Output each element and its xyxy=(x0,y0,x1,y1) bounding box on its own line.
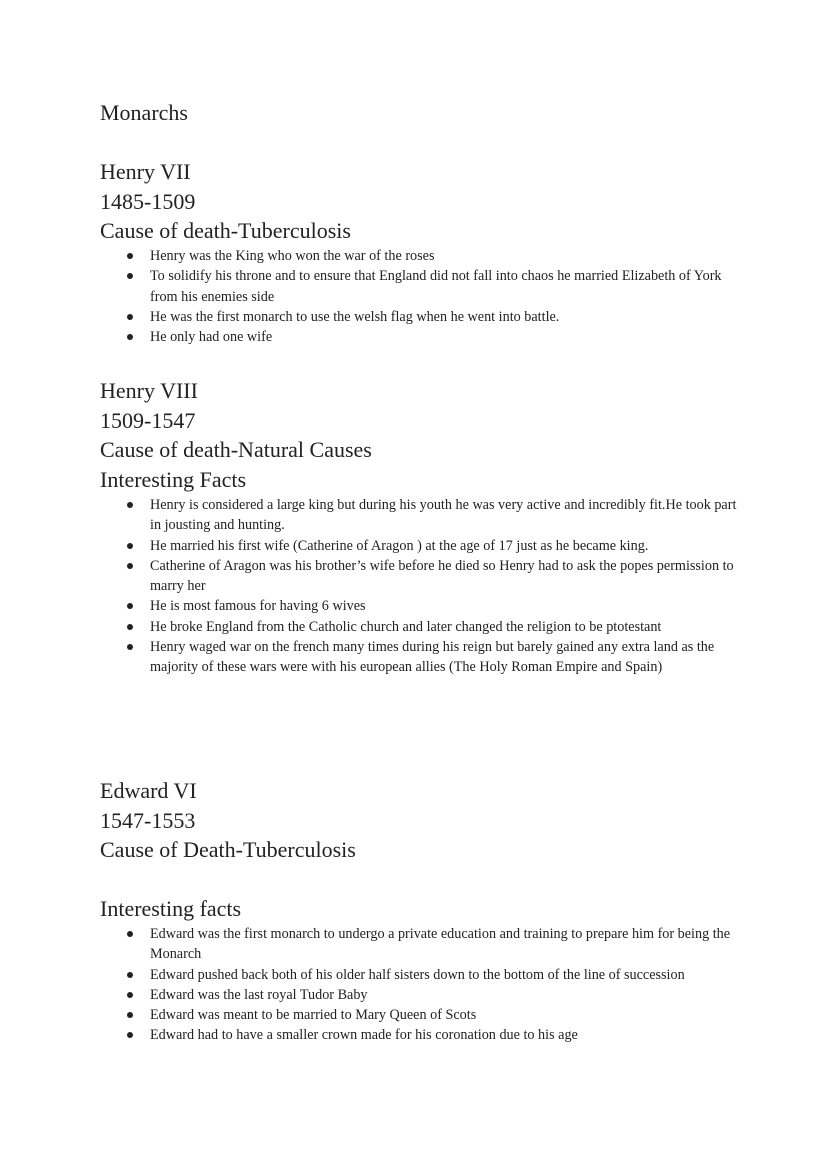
document-title: Monarchs xyxy=(100,100,188,125)
facts-list-henry-viii xyxy=(100,495,740,678)
list-item: He only had one wife xyxy=(100,327,740,347)
list-item: Edward was meant to be married to Mary Queen of Scots xyxy=(100,1005,740,1025)
facts-heading-edward-vi: Interesting facts xyxy=(100,896,242,921)
reign-years-edward-vi: 1547-1553 xyxy=(100,808,196,833)
monarch-name-henry-viii: Henry VIII xyxy=(100,378,198,403)
reign-years-henry-vii: 1485-1509 xyxy=(100,189,196,214)
list-item: Henry was the King who won the war of the roses xyxy=(100,246,740,266)
list-item: Edward was the first monarch to undergo a private education and training to prepare him for being the Monarch xyxy=(100,924,740,965)
facts-list-edward-vi xyxy=(100,924,740,1046)
monarch-name-henry-vii: Henry VII xyxy=(100,159,191,184)
list-item: Catherine of Aragon was his brother’s wife before he died so Henry had to ask the popes permission to marry her xyxy=(100,556,740,597)
list-item: Edward pushed back both of his older half sisters down to the bottom of the line of succession xyxy=(100,965,740,985)
cause-of-death-henry-vii: Cause of death-Tuberculosis xyxy=(100,218,351,243)
facts-heading-henry-viii: Interesting Facts xyxy=(100,467,247,492)
list-item: Edward had to have a smaller crown made for his coronation due to his age xyxy=(100,1025,740,1045)
cause-of-death-edward-vi: Cause of Death-Tuberculosis xyxy=(100,837,356,862)
list-item: He is most famous for having 6 wives xyxy=(100,596,740,616)
facts-list-henry-vii xyxy=(100,246,740,347)
list-item: He married his first wife (Catherine of Aragon ) at the age of 17 just as he became king. xyxy=(100,536,740,556)
monarch-name-edward-vi: Edward VI xyxy=(100,778,197,803)
list-item: Henry waged war on the french many times during his reign but barely gained any extra land as the majority of these wars were with his european allies (The Holy Roman Empire and Spain) xyxy=(100,637,740,678)
list-item: He broke England from the Catholic church and later changed the religion to be ptotestant xyxy=(100,617,740,637)
reign-years-henry-viii: 1509-1547 xyxy=(100,408,196,433)
list-item: Henry is considered a large king but during his youth he was very active and incredibly fit.He took part in jousting and hunting. xyxy=(100,495,740,536)
list-item: To solidify his throne and to ensure that England did not fall into chaos he married Elizabeth of York from his enemies side xyxy=(100,266,740,307)
cause-of-death-henry-viii: Cause of death-Natural Causes xyxy=(100,437,372,462)
list-item: He was the first monarch to use the welsh flag when he went into battle. xyxy=(100,307,740,327)
list-item: Edward was the last royal Tudor Baby xyxy=(100,985,740,1005)
